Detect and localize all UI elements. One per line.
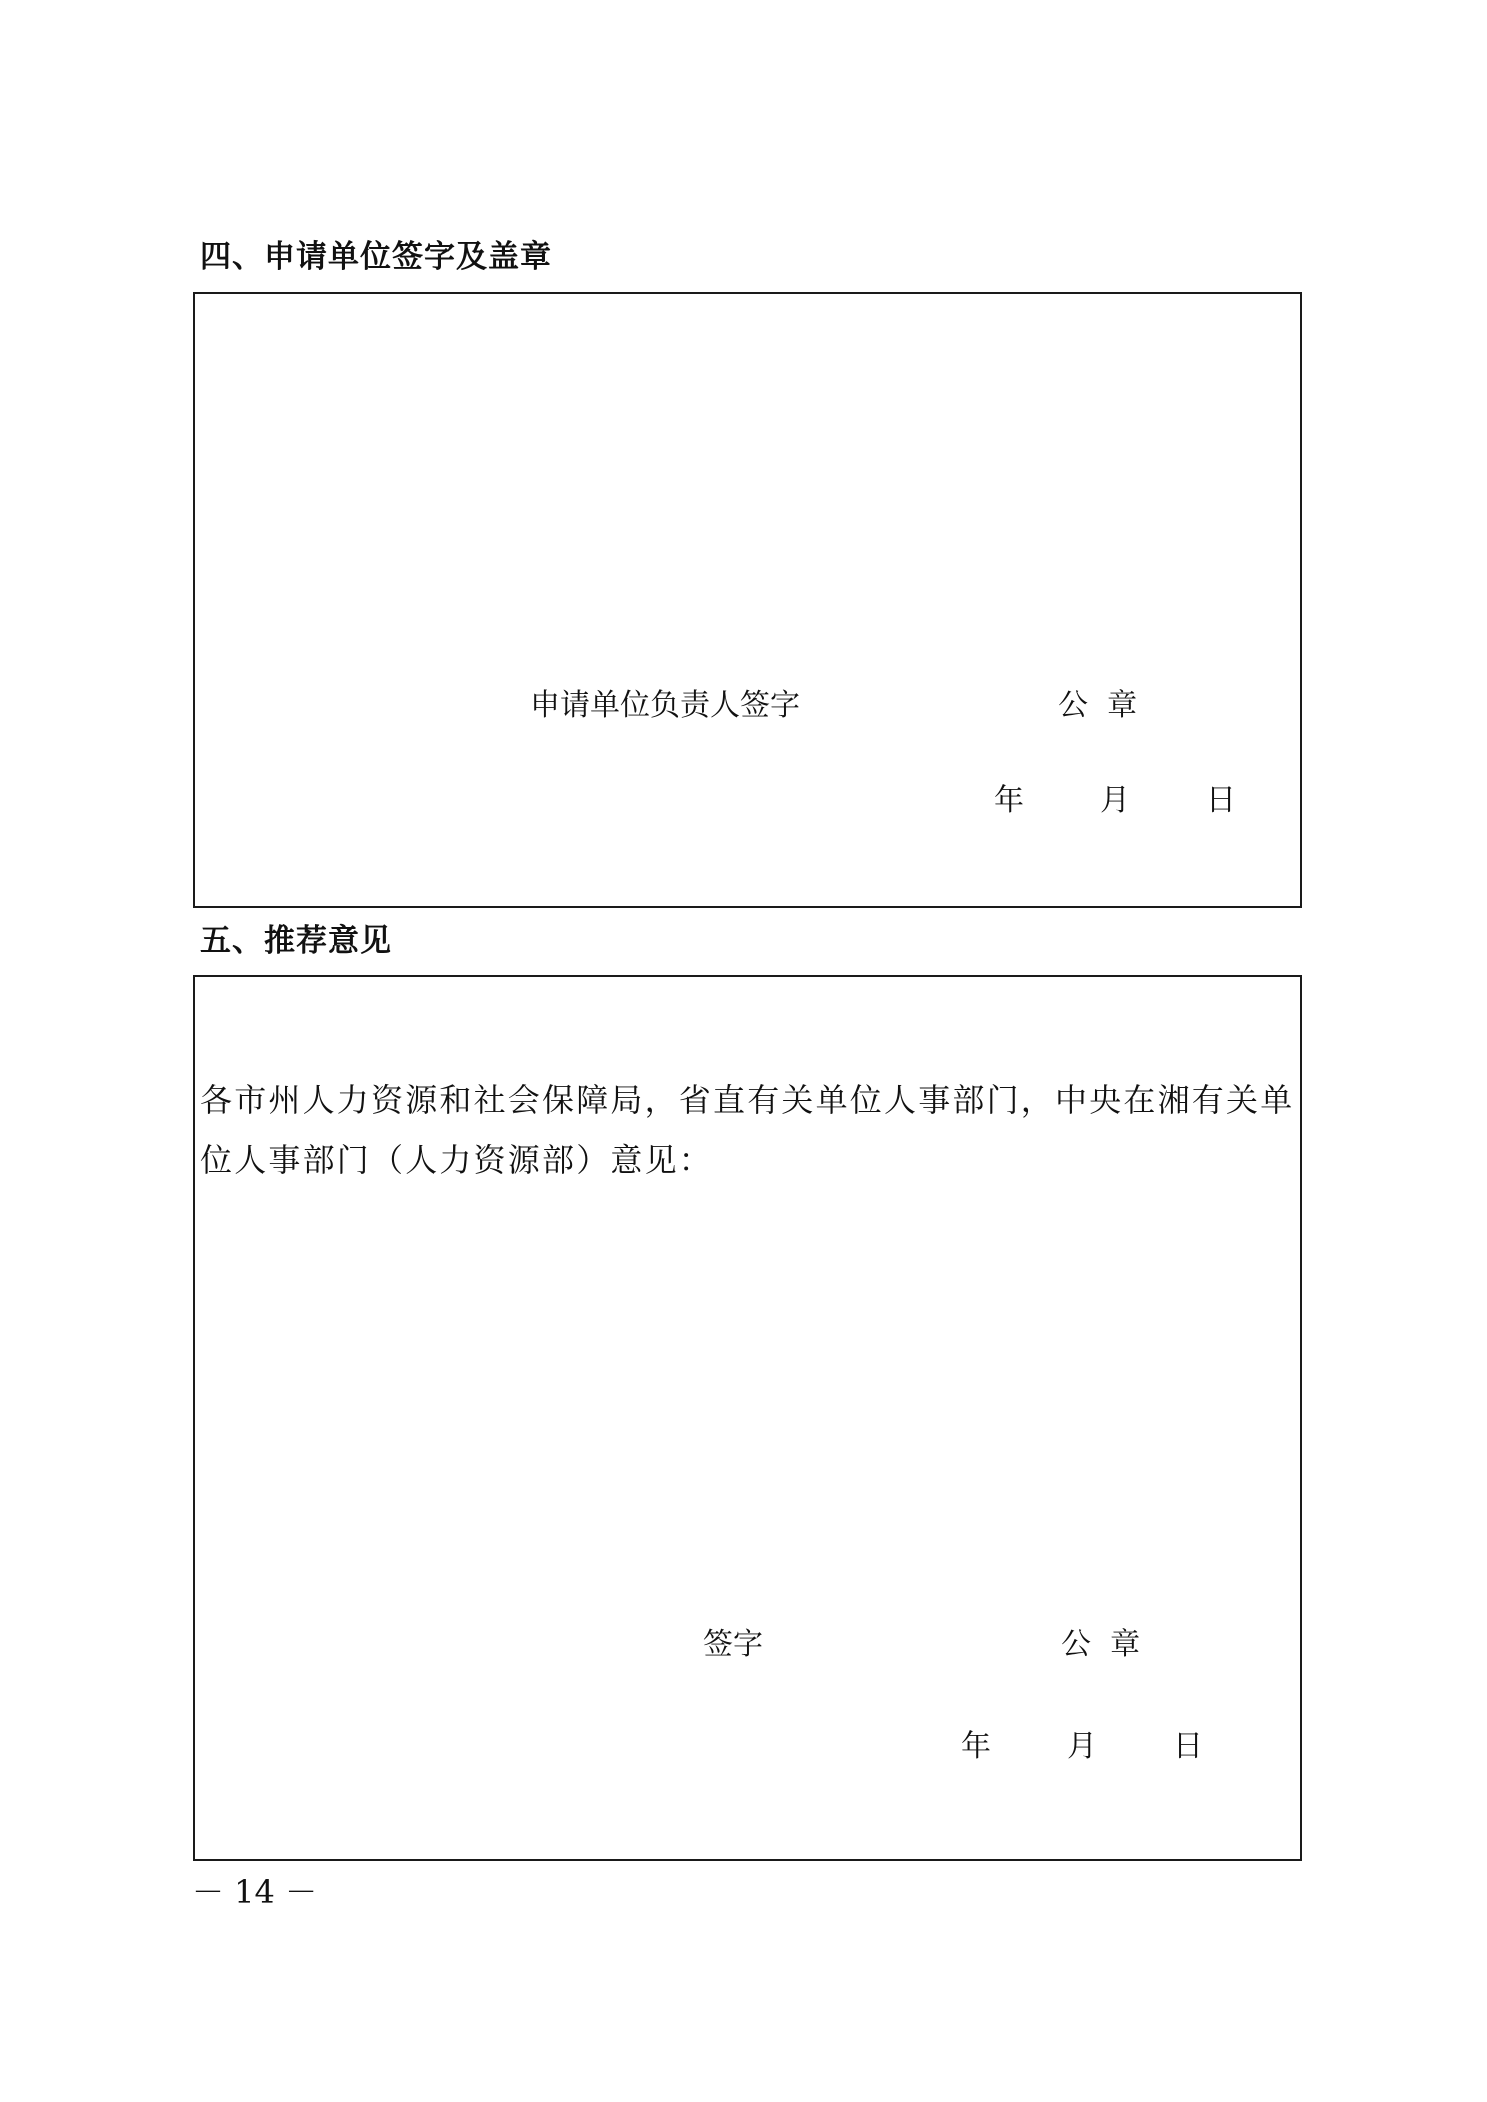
section4-signature-box (193, 292, 1302, 908)
recommendation-opinion-text: 各市州人力资源和社会保障局，省直有关单位人事部门，中央在湘有关单位人事部门（人力资源部）意见： (200, 1081, 1295, 1179)
year-label: 年 (994, 783, 1024, 818)
page-number: － 14 － (192, 1873, 318, 1911)
section5-recommendation-box (193, 975, 1302, 1861)
year-label: 年 (961, 1729, 991, 1764)
leader-signature-label: 申请单位负责人签字 (530, 688, 800, 723)
official-seal-label: 公 章 (1061, 1627, 1141, 1662)
day-label: 日 (1206, 783, 1236, 818)
section4-heading: 四、申请单位签字及盖章 (200, 239, 552, 275)
month-label: 月 (1100, 783, 1130, 818)
day-label: 日 (1173, 1729, 1203, 1764)
section5-heading: 五、推荐意见 (200, 923, 392, 959)
official-seal-label: 公 章 (1058, 688, 1138, 723)
month-label: 月 (1067, 1729, 1097, 1764)
signature-label: 签字 (703, 1627, 763, 1662)
